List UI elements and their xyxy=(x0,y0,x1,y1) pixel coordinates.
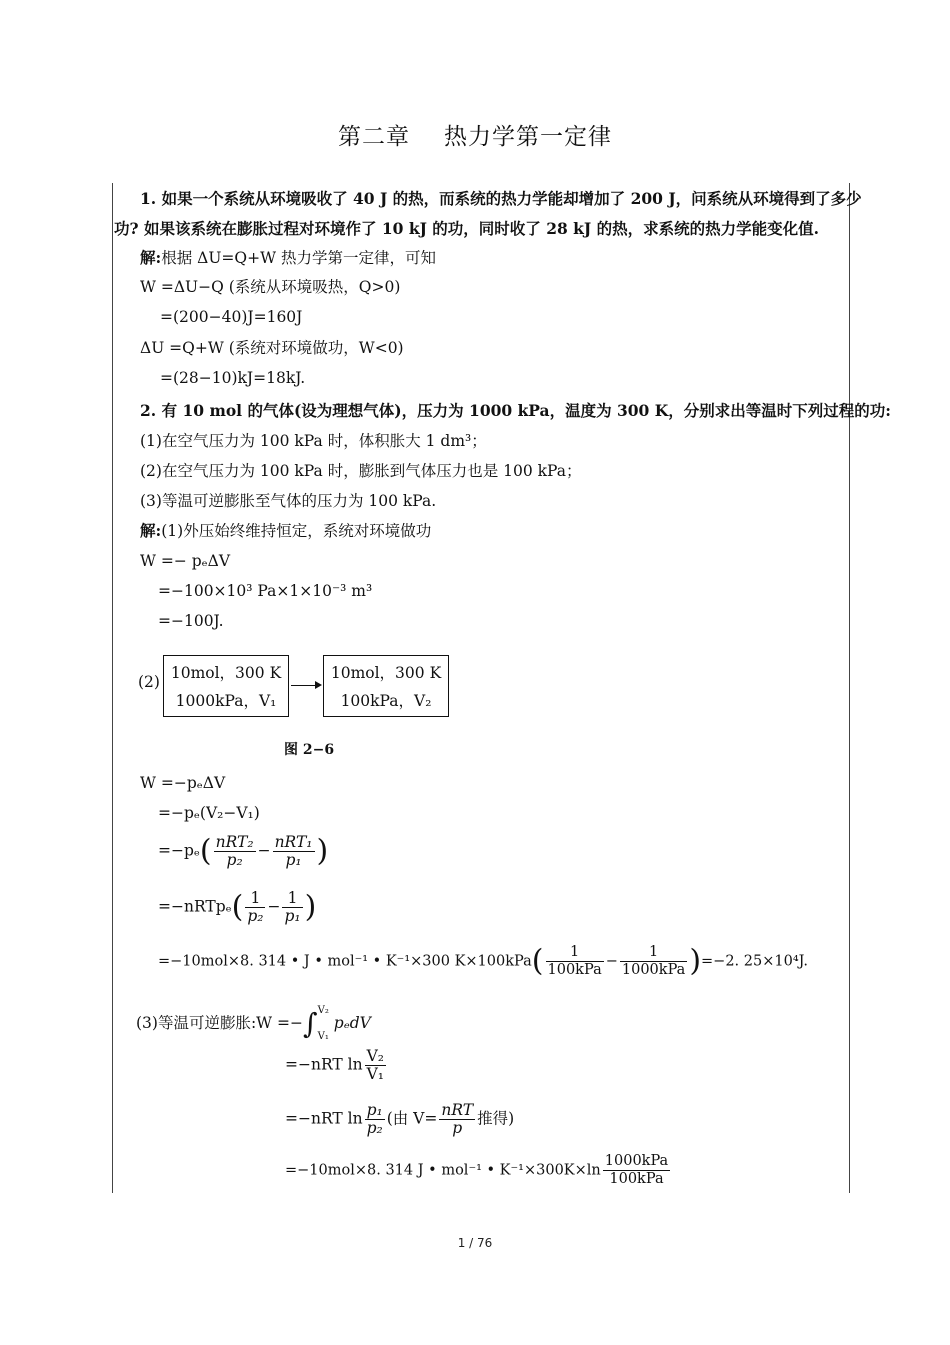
fraction xyxy=(273,834,315,869)
q2-p3-eq1 xyxy=(136,998,371,1050)
state-box-initial-line1: 10mol，300 K xyxy=(170,664,282,682)
q1-solution xyxy=(140,248,436,268)
page-title xyxy=(0,118,950,151)
paren-close: ) xyxy=(316,833,329,869)
state-box-final xyxy=(323,655,449,717)
paren-open: ( xyxy=(531,943,544,979)
q2-part2-label: (2) xyxy=(138,673,160,691)
fraction-denominator: V₁ xyxy=(366,1065,384,1083)
q1-line1: 1. 如果一个系统从环境吸收了 40 J 的热，而系统的热力学能却增加了 200 J，问系统从环境得到了多少 xyxy=(140,189,862,208)
state-box-initial xyxy=(163,655,289,717)
q2-p3-eq2 xyxy=(285,1048,388,1083)
fraction-numerator: 1 xyxy=(620,944,687,962)
fraction-denominator: p₁ xyxy=(284,907,301,925)
fraction-denominator: 1000kPa xyxy=(621,962,686,978)
fraction-numerator: nRT₂ xyxy=(215,833,254,851)
q2-line2: (1)在空气压力为 100 kPa 时，体积胀大 1 dm³； xyxy=(140,432,487,450)
q1-solution-text: 根据 ΔU=Q+W 热力学第一定律，可知 xyxy=(161,249,436,267)
fraction xyxy=(214,834,256,869)
frame-right-border xyxy=(849,183,850,1193)
q1-solution-label: 解: xyxy=(140,248,162,267)
q1-eq2: =(200−40)J=160J xyxy=(160,308,303,326)
q2-p3-note-suffix: 推得) xyxy=(477,1109,515,1128)
q2-line3: (2)在空气压力为 100 kPa 时，膨胀到气体压力也是 100 kPa； xyxy=(140,462,582,480)
integral-upper-limit: V₂ xyxy=(317,1005,329,1016)
q2-p3-eq2-prefix: =−nRT ln xyxy=(285,1055,363,1074)
q1-eq1: W =ΔU−Q (系统从环境吸热，Q>0) xyxy=(140,278,401,296)
fraction-denominator: 100kPa xyxy=(547,962,602,978)
chapter-name: 热力学第一定律 xyxy=(444,124,612,150)
fraction-numerator: p₁ xyxy=(366,1101,383,1119)
fraction-numerator: 1 xyxy=(546,944,604,962)
q2-p2-eq2: =−pₑ(V₂−V₁) xyxy=(158,804,260,822)
q2-p2-eq4: =−nRTpₑ( $\frac{1}{\text{p₂}}$ − $\frac{1}{\text{p₁}}$ ) xyxy=(158,889,317,925)
fraction-numerator: 1 xyxy=(282,890,302,908)
q2-p3-note-prefix: (由 V= xyxy=(386,1109,438,1128)
fraction-numerator: 1000kPa xyxy=(604,1153,669,1169)
q2-p3-eq4-prefix: =−10mol×8. 314 J • mol⁻¹ • K⁻¹×300K×ln xyxy=(285,1162,601,1179)
fraction xyxy=(365,1048,386,1083)
fraction-denominator: p₂ xyxy=(226,851,243,869)
q2-p2-eq4-prefix: =−nRTpₑ xyxy=(158,897,232,916)
fraction xyxy=(603,1153,670,1188)
q2-p3-eq3 xyxy=(285,1102,514,1137)
q2-solution-text: (1)外压始终维持恒定，系统对环境做功 xyxy=(161,522,432,540)
paren-open: ( xyxy=(231,889,244,925)
q2-p3-label: (3)等温可逆膨胀:W =− xyxy=(136,1014,304,1032)
fraction-denominator: p₂ xyxy=(247,907,264,925)
q2-p1-eq1: W =− pₑΔV xyxy=(140,552,231,570)
state-box-final-line1: 10mol，300 K xyxy=(330,664,442,682)
fraction-denominator: p xyxy=(452,1119,463,1137)
q2-p2-eq5-prefix: =−10mol×8. 314 • J • mol⁻¹ • K⁻¹×300 K×100kPa xyxy=(158,953,532,970)
q2-line4: (3)等温可逆膨胀至气体的压力为 100 kPa. xyxy=(140,492,437,510)
q1-line2: 功? 如果该系统在膨胀过程对环境作了 10 kJ 的功，同时收了 28 kJ 的热，求系统的热力学能变化值. xyxy=(114,219,820,238)
q2-p1-eq2: =−100×10³ Pa×1×10⁻³ m³ xyxy=(158,582,373,600)
q2-p3-eq3-prefix: =−nRT ln xyxy=(285,1109,363,1128)
q2-p1-eq3: =−100J. xyxy=(158,612,224,630)
paren-open: ( xyxy=(199,833,212,869)
q2-p3-eq4 xyxy=(285,1153,672,1188)
q2-solution-label: 解: xyxy=(140,521,162,540)
integral-limits xyxy=(318,998,329,1050)
q2-p2-eq5-result: =−2. 25×10⁴J. xyxy=(701,953,808,970)
q1-eq4: =(28−10)kJ=18kJ. xyxy=(160,369,306,387)
q2-p2-eq5: =−10mol×8. 314 • J • mol⁻¹ • K⁻¹×300 K×100kPa( $\frac{1}{\text{100kPa}}$ − $\frac{1}{\text{1000kPa}}$ )=−2. 25×10⁴J. xyxy=(158,943,808,979)
fraction-numerator: 1 xyxy=(245,890,265,908)
process-arrow xyxy=(291,685,320,686)
frame-left-border xyxy=(112,183,113,1193)
q2-p2-eq3-prefix: =−pₑ xyxy=(158,841,200,860)
figure-caption: 图 2−6 xyxy=(284,742,335,758)
integral-sign: ∫ xyxy=(303,1007,318,1040)
fraction xyxy=(439,1102,475,1137)
paren-close: ) xyxy=(304,889,317,925)
chapter-label: 第二章 xyxy=(338,124,410,150)
state-box-final-line2: 100kPa，V₂ xyxy=(340,692,432,710)
fraction-denominator: p₂ xyxy=(366,1119,383,1137)
fraction-denominator: p₁ xyxy=(285,851,302,869)
fraction xyxy=(620,944,687,979)
q1-eq3: ΔU =Q+W (系统对环境做功，W<0) xyxy=(140,339,404,357)
fraction xyxy=(546,944,604,979)
q2-p2-eq1: W =−pₑΔV xyxy=(140,774,226,792)
paren-close: ) xyxy=(689,943,702,979)
fraction xyxy=(245,890,265,925)
fraction xyxy=(282,890,302,925)
fraction-numerator: nRT xyxy=(441,1101,474,1119)
integrand: pₑdV xyxy=(333,1014,371,1032)
fraction-denominator: 100kPa xyxy=(609,1171,664,1187)
fraction xyxy=(365,1102,385,1137)
q2-solution xyxy=(140,521,431,541)
fraction-numerator: V₂ xyxy=(366,1047,384,1065)
state-box-initial-line2: 1000kPa，V₁ xyxy=(175,692,277,710)
q2-p2-eq3: =−pₑ( $\frac{\text{nRT₂}}{\text{p₂}}$ − $\frac{\text{nRT₁}}{\text{p₁}}$ ) xyxy=(158,833,329,869)
fraction-numerator: nRT₁ xyxy=(274,833,313,851)
page-number: 1 / 76 xyxy=(457,1236,493,1250)
integral-lower-limit: V₁ xyxy=(317,1031,329,1042)
q2-line1: 2. 有 10 mol 的气体(设为理想气体)，压力为 1000 kPa，温度为 300 K，分别求出等温时下列过程的功: xyxy=(140,401,891,420)
